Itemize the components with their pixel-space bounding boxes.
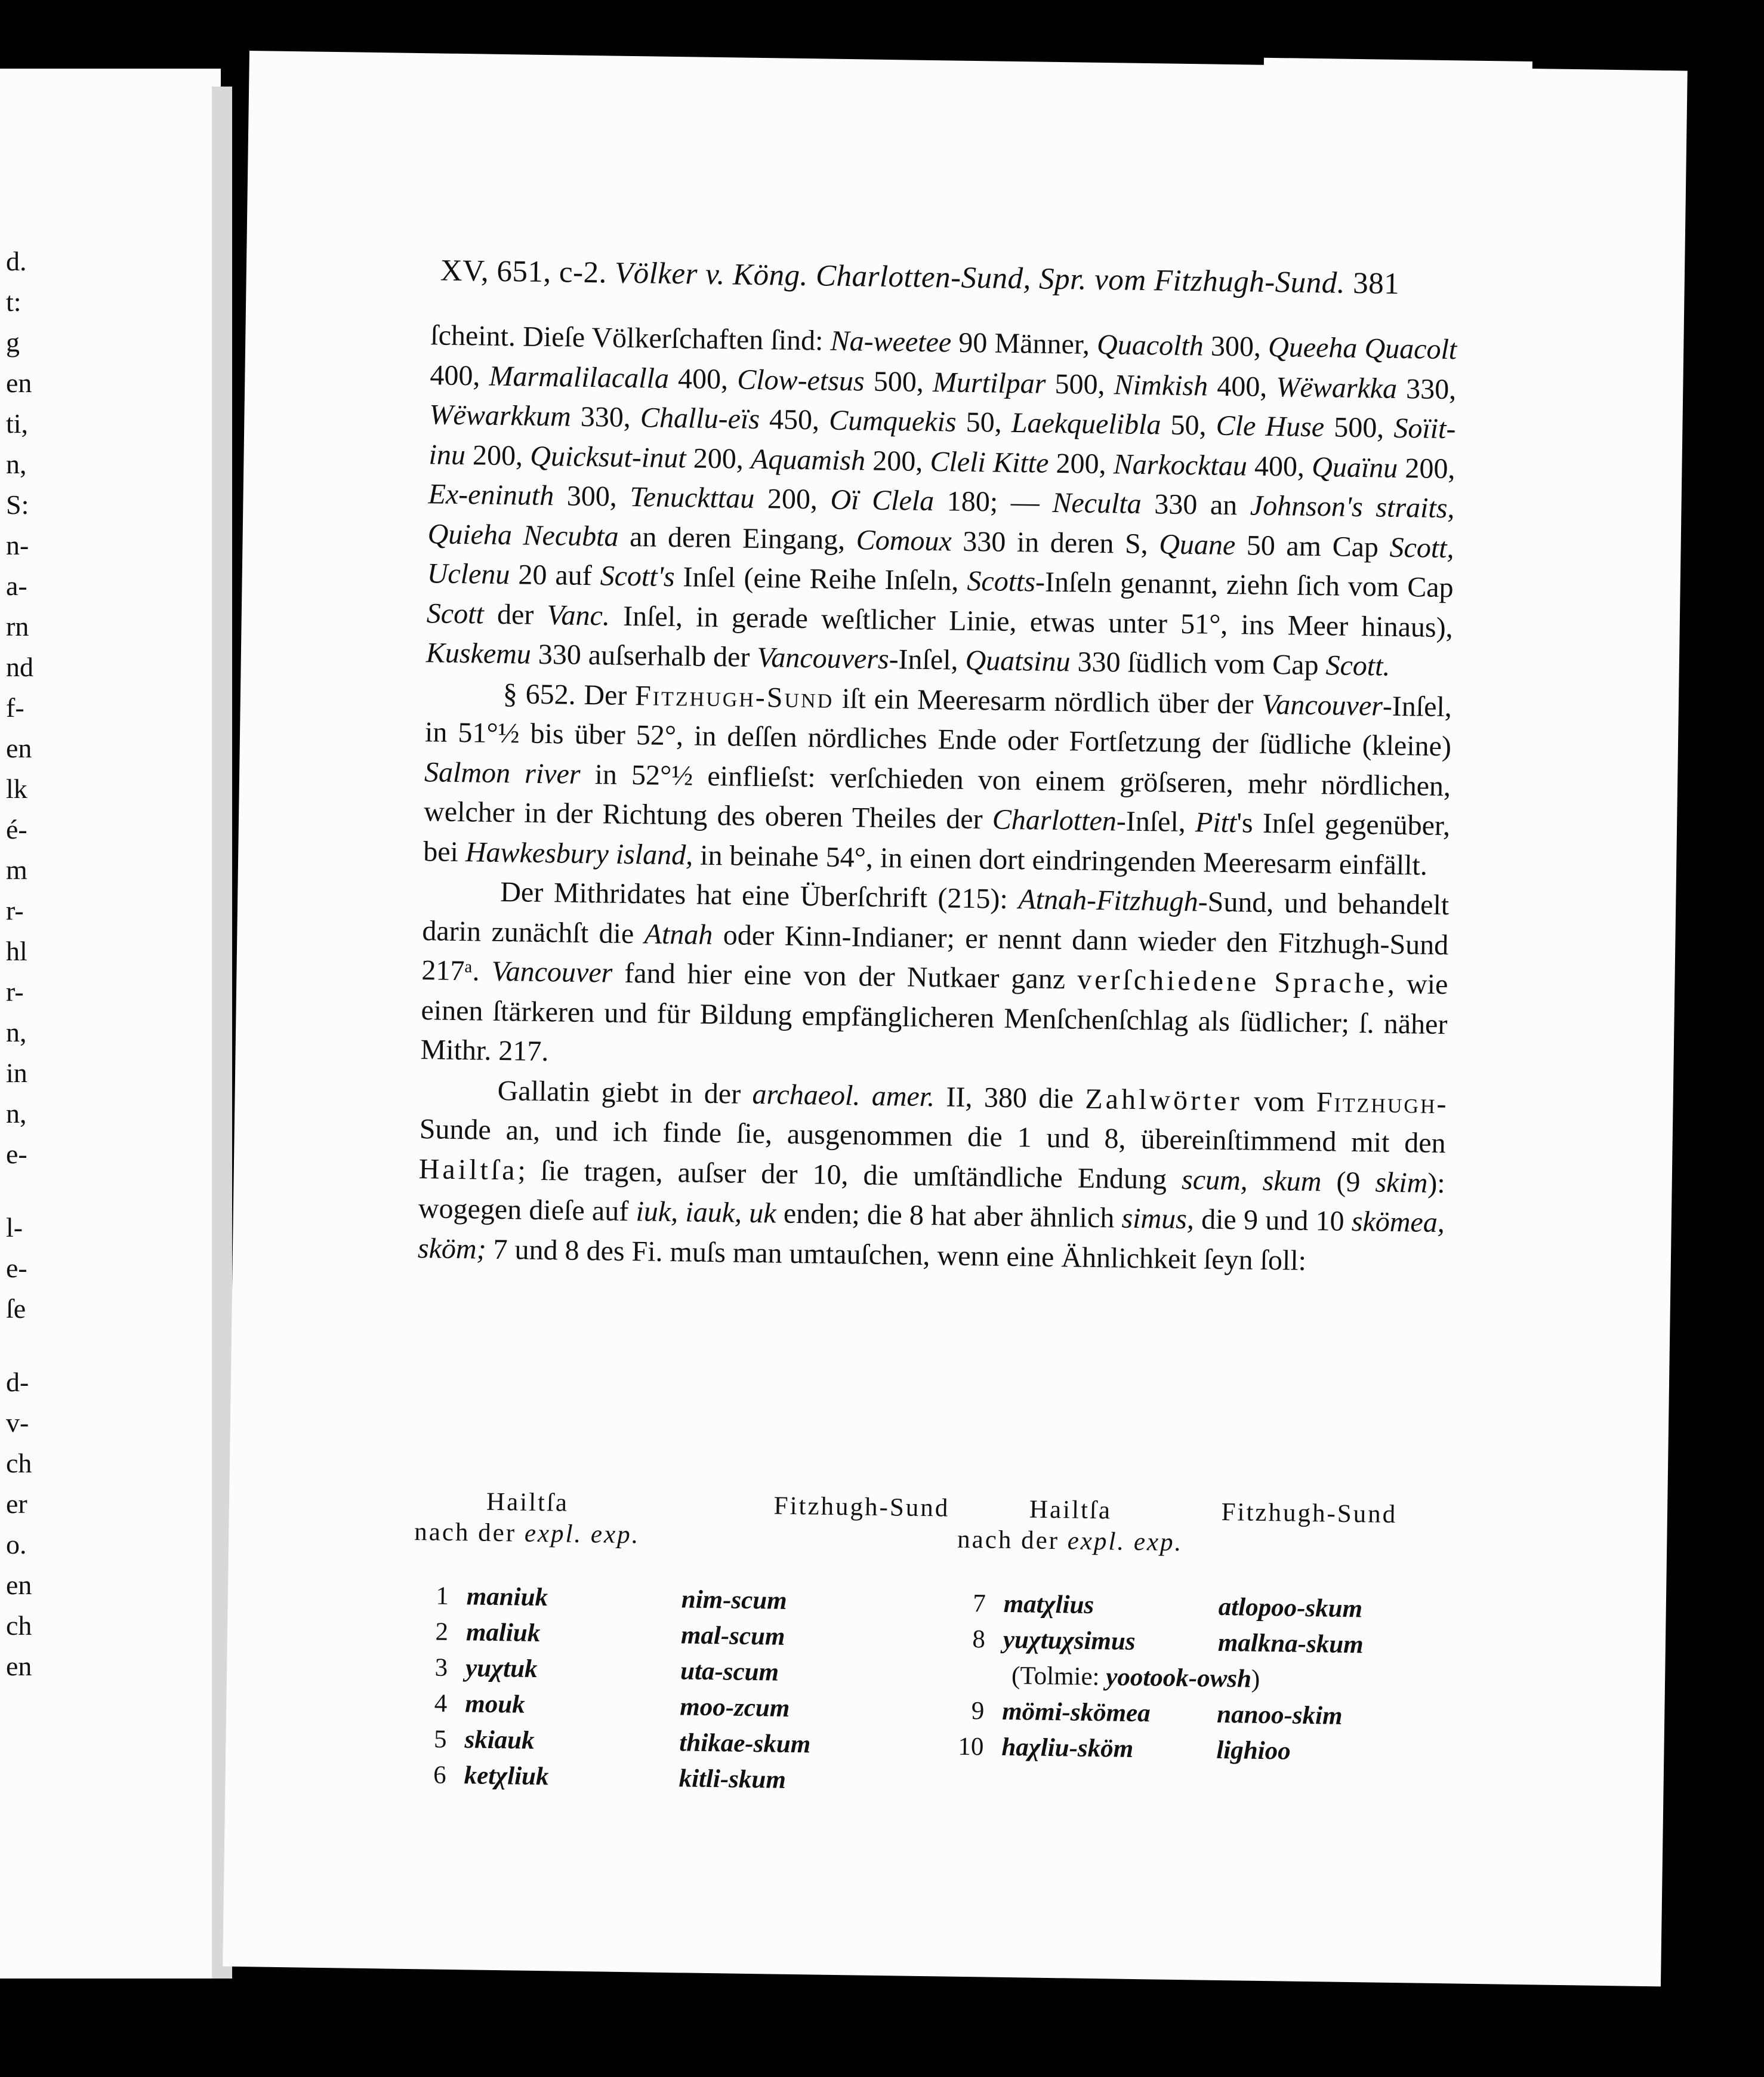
paragraph-652: § 652. Der Fitzhugh-Sund iſt ein Meeresarm nördlich über der Vancouver-Inſel, in 51°½ bis über 52°, in deſſen nördliches Ende oder Fortſetzung der ſüdliche (kleine) Salmon river in 52°½ einflieſst: verſchieden von einem gröſseren, mehr nördlichen, welcher in der Richtung des oberen Theiles der Charlotten-Inſel, Pitt's Inſel gegenüber, bei Hawkesbury island, in beinahe 54°, in einen dort eindringenden Meeresarm einfällt. bbox=[423, 677, 1452, 882]
fitzhugh-word: thikae-skum bbox=[679, 1728, 811, 1759]
italic-term: Queeha Quacolt bbox=[1268, 331, 1457, 366]
italic-term: Quicksut-inut bbox=[530, 440, 687, 474]
left-page-fragment: en bbox=[6, 1570, 32, 1600]
italic-term: Comoux bbox=[856, 523, 952, 557]
left-page-fragment: in bbox=[6, 1058, 27, 1088]
left-page-fragment: g bbox=[6, 327, 20, 358]
italic-term: Scott bbox=[426, 597, 485, 630]
fitzhugh-word: kitli-skum bbox=[679, 1764, 787, 1794]
italic-term: Cumquekis bbox=[828, 404, 957, 438]
numeral-number: 7 bbox=[972, 1589, 986, 1618]
italic-term: Challu-eïs bbox=[640, 402, 760, 435]
italic-term: Scott. bbox=[1325, 649, 1390, 682]
left-page-fragment: d. bbox=[6, 246, 27, 276]
col-header-hailtsa-left: Hailtſa nach der expl. exp. bbox=[414, 1487, 640, 1549]
left-page-fragment: o. bbox=[6, 1529, 27, 1560]
left-page-fragment: en bbox=[6, 368, 32, 398]
italic-term: Kuskemu bbox=[425, 637, 532, 670]
hailtsa-word: maliuk bbox=[465, 1618, 541, 1648]
book-page bbox=[223, 51, 1688, 1986]
italic-term: Vancouvers bbox=[757, 641, 890, 676]
left-page-fragment: d- bbox=[6, 1367, 29, 1397]
col-header-fitzhugh-left: Fitzhugh-Sund bbox=[773, 1492, 950, 1523]
left-page-fragment: e- bbox=[6, 1139, 27, 1169]
italic-term: iuk, iauk, uk bbox=[636, 1195, 777, 1229]
italic-term: skömea, sköm; bbox=[417, 1205, 1445, 1265]
fitzhugh-word: nim-scum bbox=[681, 1585, 787, 1615]
hailtsa-word: ketχliuk bbox=[464, 1761, 549, 1791]
hailtsa-word: skiauk bbox=[464, 1725, 535, 1755]
italic-term: simus, bbox=[1121, 1202, 1195, 1235]
spaced-term: Hailtſa bbox=[418, 1152, 518, 1186]
hailtsa-word: yuχtuχsimus bbox=[1003, 1625, 1136, 1656]
italic-term: Wëwarkka bbox=[1276, 371, 1398, 405]
running-header bbox=[440, 254, 1455, 303]
italic-term: Quatsinu bbox=[965, 644, 1071, 678]
left-page-fragment: S: bbox=[6, 489, 29, 520]
left-page-fragment: r- bbox=[6, 976, 24, 1007]
fitzhugh-word: malkna-skum bbox=[1217, 1628, 1364, 1659]
italic-term: Oï Clela bbox=[830, 483, 935, 517]
numeral-number: 5 bbox=[433, 1725, 447, 1754]
hailtsa-word: yuχtuk bbox=[465, 1654, 538, 1683]
italic-term: Pitt bbox=[1195, 806, 1237, 839]
paragraph-tribes: ſcheint. Dieſe Völkerſchaften ſind: Na-weetee 90 Männer, Quacolth 300, Queeha Quacolt 400, Marmalilacalla 400, Clow-etsus 500, Murtilpar 500, Nimkish 400, Wëwarkka 330, Wëwarkkum 330, Challu-eïs 450, Cumquekis 50, Laekquelibla 50, Cle Huse 500, Soïit-inu 200, Quicksut-inut 200, Aquamish 200, Cleli Kitte 200, Narkocktau 400, Quaïnu 200, Ex-eninuth 300, Tenuckttau 200, Oï Clela 180; — Neculta 330 an Johnson's straits, Quieha Necubta an deren Eingang, Comoux 330 in deren S, Quane 50 am Cap Scott, Uclenu 20 auf Scott's Inſel (eine Reihe Inſeln, Scotts-Inſeln genannt, ziehn ſich vom Cap Scott der Vanc. Inſel, in gerade weſtlicher Linie, etwas unter 51°, ins Meer hinaus), Kuskemu 330 auſserhalb der Vancouvers-Inſel, Quatsinu 330 ſüdlich vom Cap Scott. bbox=[425, 319, 1457, 682]
italic-term: Johnson's straits, Quieha Necubta bbox=[427, 489, 1455, 553]
italic-term: Ex-eninuth bbox=[428, 478, 554, 512]
hailtsa-word: matχlius bbox=[1003, 1589, 1094, 1620]
left-page-fragment: ti, bbox=[6, 408, 29, 439]
italic-term: archaeol. amer. bbox=[752, 1078, 935, 1113]
numeral-number: 9 bbox=[971, 1697, 985, 1725]
body-text bbox=[418, 316, 1457, 1283]
italic-term: Vanc. bbox=[547, 599, 610, 632]
italic-term: Scotts bbox=[967, 565, 1036, 598]
fitzhugh-word: mal-scum bbox=[680, 1621, 785, 1651]
left-page-fragment: nd bbox=[6, 652, 33, 682]
fitzhugh-word: lighioo bbox=[1216, 1736, 1291, 1765]
italic-term: Neculta bbox=[1052, 486, 1142, 520]
italic-term: Tenuckttau bbox=[630, 480, 755, 514]
italic-term: Scott, Uclenu bbox=[427, 531, 1454, 591]
italic-term: Nimkish bbox=[1114, 368, 1208, 402]
left-page-fragment: a- bbox=[6, 571, 27, 601]
italic-term: scum, skum bbox=[1181, 1163, 1322, 1197]
paragraph-mithridates: Der Mithridates hat eine Überſchrift (215): Atnah-Fitzhugh-Sund, und behandelt darin zunächſt die Atnah oder Kinn-Indianer; er nennt dann wieder den Fitzhugh-Sund 217ᵃ. Vancouver fand hier eine von der Nutkaer ganz verſchiedene Sprache, wie einen ſtärkeren und für Bildung empfänglicheren Menſchenſchlag als ſüdlicher; ſ. näher Mithr. 217. bbox=[420, 876, 1450, 1068]
left-page-fragment: er bbox=[6, 1489, 27, 1519]
italic-term: Laekquelibla bbox=[1011, 406, 1161, 441]
numeral-number: 4 bbox=[434, 1689, 448, 1718]
numeral-number: 6 bbox=[433, 1761, 447, 1789]
italic-term: Clow-etsus bbox=[736, 363, 865, 397]
left-page-fragment: hl bbox=[6, 936, 27, 966]
left-page-fragment: n- bbox=[6, 530, 29, 560]
italic-term: Murtilpar bbox=[932, 366, 1046, 400]
italic-term: Wëwarkkum bbox=[429, 399, 572, 433]
left-page-fragment: f- bbox=[6, 692, 24, 723]
italic-term: Scott's bbox=[600, 560, 676, 593]
page-corner bbox=[1263, 58, 1532, 109]
left-page-fragment: n, bbox=[6, 1098, 27, 1129]
left-page-fragment: ch bbox=[6, 1610, 32, 1641]
italic-term: Salmon river bbox=[424, 756, 581, 790]
left-page-fragment: t: bbox=[6, 286, 21, 317]
italic-term: Cle Huse bbox=[1216, 409, 1325, 443]
numeral-number: 2 bbox=[435, 1617, 449, 1646]
italic-term: Quaïnu bbox=[1311, 451, 1398, 484]
hailtsa-word: mömi-skömea bbox=[1001, 1697, 1151, 1728]
italic-term: Atnah bbox=[644, 917, 713, 951]
numeral-number: 3 bbox=[434, 1653, 448, 1682]
italic-term: Quacolth bbox=[1096, 328, 1204, 362]
spaced-term: verſchiedene Sprache bbox=[1077, 963, 1388, 1000]
italic-term: Na-weetee bbox=[830, 325, 952, 359]
left-page-fragment: é- bbox=[6, 814, 27, 845]
left-page-fragment: ch bbox=[6, 1448, 32, 1478]
numeral-number: 10 bbox=[958, 1732, 984, 1761]
col-header-fitzhugh-right: Fitzhugh-Sund bbox=[1221, 1497, 1398, 1529]
left-page-fragment: ſe bbox=[6, 1293, 26, 1324]
left-page-fragment: n, bbox=[6, 1017, 27, 1047]
fitzhugh-word: moo-zcum bbox=[679, 1693, 790, 1722]
page-number: 381 bbox=[1352, 266, 1400, 301]
left-page-fragment: n, bbox=[6, 449, 27, 479]
spaced-term: Zahlwörter bbox=[1085, 1083, 1243, 1117]
fitzhugh-word: atlopoo-skum bbox=[1218, 1592, 1363, 1623]
hailtsa-word: haχliu-sköm bbox=[1001, 1733, 1134, 1763]
left-page-fragment: lk bbox=[6, 774, 27, 804]
left-page-fragment: en bbox=[6, 1651, 32, 1681]
italic-term: Marmalilacalla bbox=[489, 360, 670, 395]
left-page-fragment: m bbox=[6, 855, 27, 885]
left-page-fragment: l- bbox=[6, 1212, 23, 1243]
left-page-edge bbox=[0, 69, 221, 1979]
small-caps-term: Fitzhugh-Sund bbox=[634, 679, 834, 714]
left-page-fragment: rn bbox=[6, 611, 29, 642]
left-page-fragment: v- bbox=[6, 1407, 29, 1438]
paragraph-gallatin: Gallatin giebt in der archaeol. amer. II, 380 die Zahlwörter vom Fitzhugh-Sunde an, und ich finde ſie, ausgenommen die 1 und 8, übereinſtimmend mit den Hailtſa; ſie tragen, auſser der 10, die umſtändliche Endung scum, skum (9 skim): wogegen dieſe auf iuk, iauk, uk enden; die 8 hat aber ähnlich simus, die 9 und 10 skömea, sköm; 7 und 8 des Fi. muſs man umtauſchen, wenn eine Ähnlichkeit ſeyn ſoll: bbox=[417, 1074, 1447, 1277]
section-reference: XV, 651, c-2. bbox=[440, 254, 607, 290]
italic-term: Atnah-Fitzhugh bbox=[1018, 883, 1199, 918]
table-note: (Tolmie: yootook-owsh) bbox=[1011, 1662, 1260, 1693]
small-caps-term: Fitzhugh bbox=[1316, 1086, 1437, 1120]
header-title: Völker v. Köng. Charlotten-Sund, Spr. vom Fitzhugh-Sund. bbox=[614, 256, 1346, 300]
italic-term: Soïit-inu bbox=[428, 412, 1456, 471]
left-page-fragment: r- bbox=[6, 895, 24, 926]
italic-term: Vancouver bbox=[1261, 688, 1383, 722]
italic-term: Narkocktau bbox=[1113, 448, 1248, 482]
italic-term: Quane bbox=[1158, 528, 1236, 561]
italic-term: Charlotten bbox=[992, 803, 1117, 837]
italic-term: Cleli Kitte bbox=[930, 445, 1049, 479]
table-row bbox=[948, 1732, 1485, 1776]
italic-term: Hawkesbury island, bbox=[465, 836, 693, 871]
fitzhugh-word: uta-scum bbox=[680, 1657, 779, 1687]
table-row bbox=[410, 1760, 948, 1804]
fitzhugh-word: nanoo-skim bbox=[1216, 1700, 1343, 1730]
italic-term: Aquamish bbox=[750, 443, 866, 476]
hailtsa-word: mouk bbox=[465, 1690, 526, 1719]
hailtsa-word: maniuk bbox=[466, 1582, 548, 1612]
numeral-number: 8 bbox=[972, 1625, 986, 1654]
italic-term: skim bbox=[1375, 1166, 1428, 1199]
numeral-number: 1 bbox=[436, 1582, 449, 1610]
left-page-fragment: en bbox=[6, 733, 32, 763]
col-header-hailtsa-right: Hailtſa nach der expl. exp. bbox=[957, 1495, 1183, 1557]
left-page-fragment: e- bbox=[6, 1253, 27, 1283]
numeral-table bbox=[414, 1486, 1488, 1794]
italic-term: Vancouver bbox=[491, 955, 613, 989]
